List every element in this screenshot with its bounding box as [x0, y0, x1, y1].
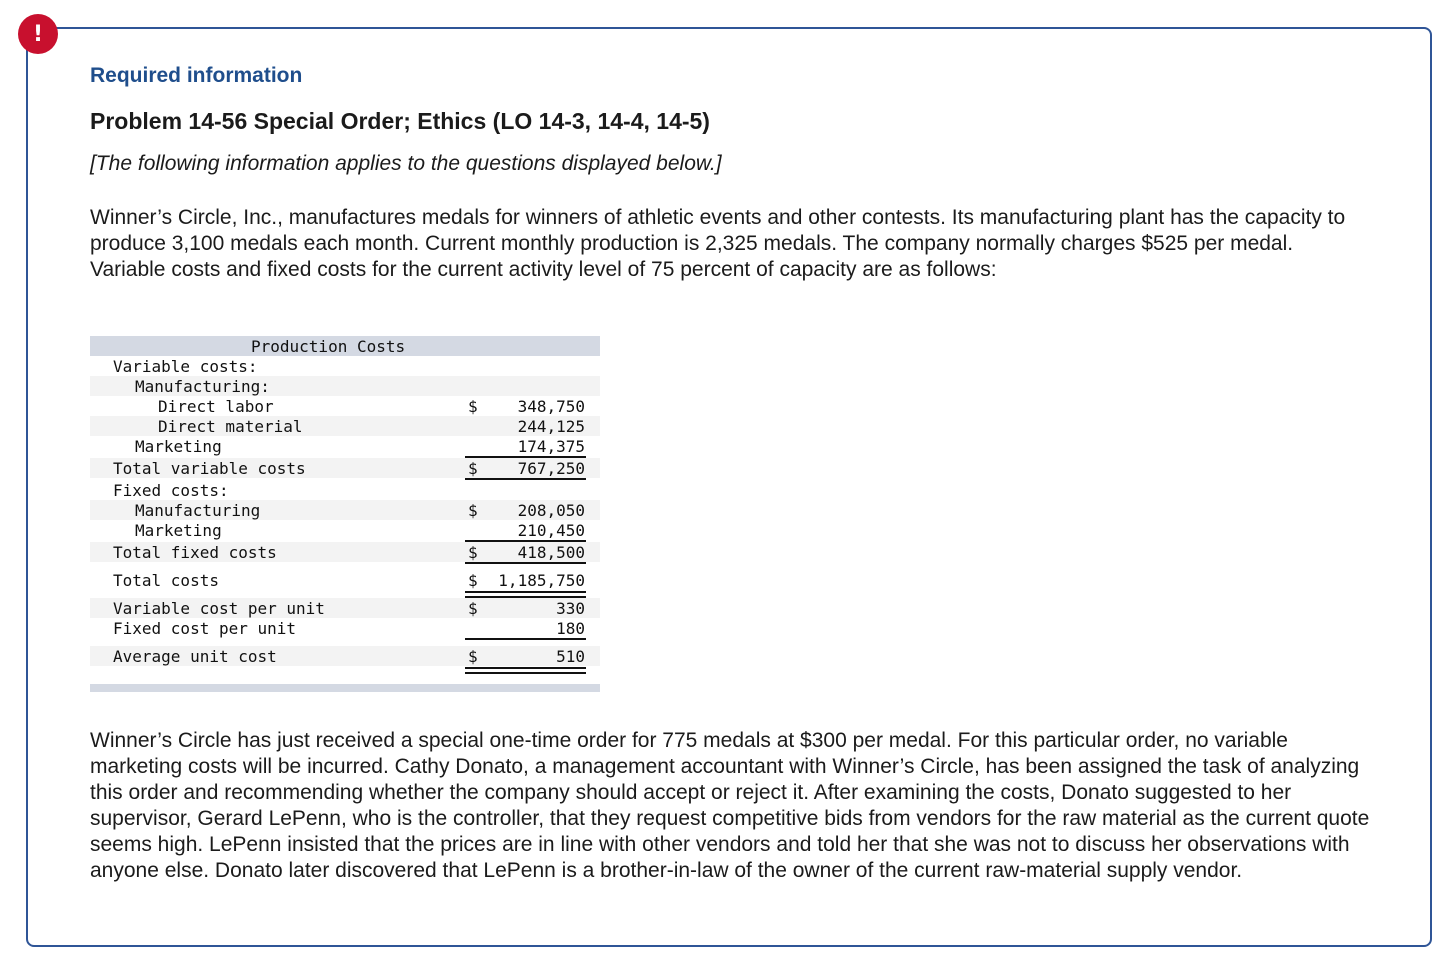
- table-row: [90, 598, 600, 618]
- row-amount: 330: [556, 599, 585, 618]
- row-amount: 180: [556, 619, 585, 638]
- row-label: Variable cost per unit: [113, 599, 325, 618]
- table-row: [90, 396, 600, 416]
- subtotal-underline: [465, 562, 586, 564]
- table-row: [90, 618, 600, 638]
- currency-symbol: $: [468, 647, 478, 666]
- row-label: Manufacturing:: [135, 377, 270, 396]
- table-row: [90, 500, 600, 520]
- alert-icon: !: [18, 14, 58, 54]
- total-double-underline: [465, 591, 586, 598]
- row-amount: 244,125: [517, 417, 585, 436]
- row-label: Direct material: [158, 417, 303, 436]
- row-amount: 208,050: [517, 501, 585, 520]
- row-label: Total variable costs: [113, 459, 306, 478]
- table-row: [90, 480, 600, 500]
- row-label: Manufacturing: [135, 501, 261, 520]
- currency-symbol: $: [468, 397, 478, 416]
- row-amount: 174,375: [517, 437, 585, 456]
- table-row: [90, 570, 600, 590]
- problem-paragraph-1: Winner’s Circle, Inc., manufactures medals for winners of athletic events and other contests. Its manufacturing plant has the capacity to produce 3,100 medals each month. Current monthly production is 2,325 medals. The company normally charges $525 per medal. Variable costs and fixed costs for the current activity level of 75 percent of capacity are as follows:: [90, 206, 1346, 281]
- currency-symbol: $: [468, 571, 478, 590]
- table-row: [90, 646, 600, 666]
- row-label: Fixed costs:: [113, 481, 229, 500]
- row-label: Marketing: [135, 437, 222, 456]
- table-row: [90, 458, 600, 478]
- table-row: [90, 416, 600, 436]
- required-information-heading: Required information: [90, 64, 303, 87]
- row-label: Variable costs:: [113, 357, 258, 376]
- currency-symbol: $: [468, 543, 478, 562]
- row-amount: 1,185,750: [498, 571, 585, 590]
- table-row: [90, 436, 600, 456]
- currency-symbol: $: [468, 501, 478, 520]
- row-label: Total fixed costs: [113, 543, 277, 562]
- row-amount: 418,500: [517, 543, 585, 562]
- row-amount: 767,250: [517, 459, 585, 478]
- currency-symbol: $: [468, 459, 478, 478]
- table-row: [90, 376, 600, 396]
- problem-title: Problem 14-56 Special Order; Ethics (LO 14-3, 14-4, 14-5): [90, 108, 710, 134]
- table-footer: [90, 684, 600, 692]
- table-row: [90, 520, 600, 540]
- applies-note: [The following information applies to the questions displayed below.]: [90, 152, 722, 175]
- table-header: [90, 336, 600, 356]
- problem-paragraph-2: Winner’s Circle has just received a special one-time order for 775 medals at $300 per medal. For this particular order, no variable marketing costs will be incurred. Cathy Donato, a management accountant with Winner’s Circle, has been assigned the task of analyzing this order and recommending whether the company should accept or reject it. After examining the costs, Donato suggested to her supervisor, Gerard LePenn, who is the controller, that they request competitive bids from vendors for the raw material as the current quote seems high. LePenn insisted that the prices are in line with other vendors and told her that she was not to discuss her observations with anyone else. Donato later discovered that LePenn is a brother-in-law of the owner of the current raw-material supply vendor.: [90, 729, 1370, 882]
- row-amount: 510: [556, 647, 585, 666]
- subtotal-underline: [465, 638, 586, 640]
- currency-symbol: $: [468, 599, 478, 618]
- row-label: Marketing: [135, 521, 222, 540]
- production-costs-table: [90, 336, 600, 692]
- row-label: Average unit cost: [113, 647, 277, 666]
- row-label: Direct labor: [158, 397, 274, 416]
- row-label: Fixed cost per unit: [113, 619, 297, 638]
- table-row: [90, 542, 600, 562]
- table-row: [90, 356, 600, 376]
- row-amount: 210,450: [517, 521, 585, 540]
- row-label: Total costs: [113, 571, 219, 590]
- total-double-underline: [465, 667, 586, 674]
- table-title: Production Costs: [251, 337, 406, 356]
- row-amount: 348,750: [517, 397, 585, 416]
